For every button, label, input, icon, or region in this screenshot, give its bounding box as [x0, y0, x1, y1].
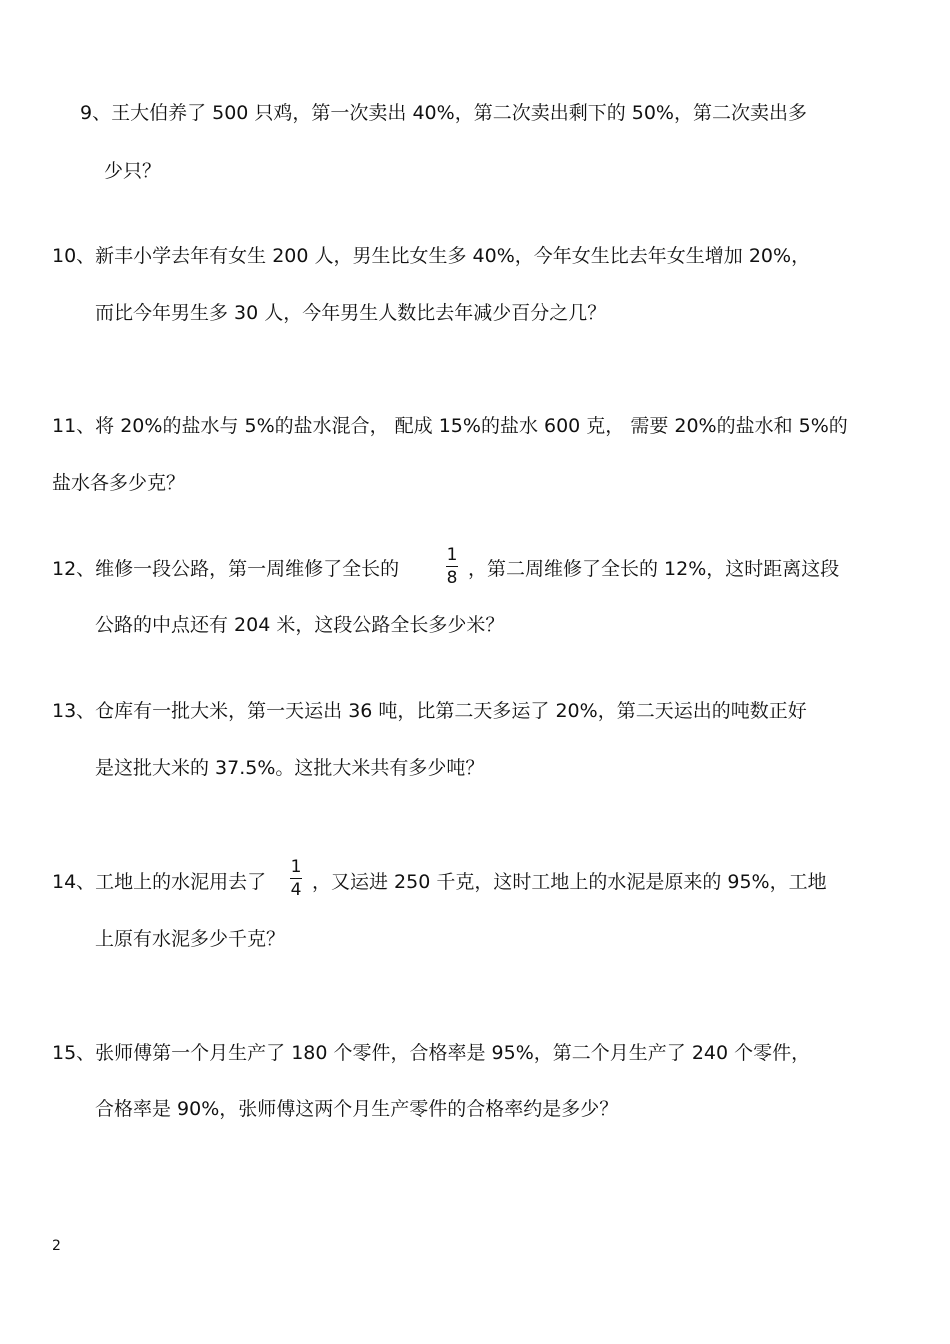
fraction-denominator: 4 [290, 880, 302, 900]
problem-15-line-2: 合格率是 90%，张师傅这两个月生产零件的合格率约是多少？ [95, 1098, 619, 1120]
fraction-numerator: 1 [446, 545, 458, 565]
fraction-denominator: 8 [446, 568, 458, 588]
problem-14-line-2: 上原有水泥多少千克？ [95, 928, 286, 950]
problem-13-line-1: 13、仓库有一批大米，第一天运出 36 吨，比第二天多运了 20%，第二天运出的吨数正好 [52, 700, 807, 722]
fraction-bar [446, 566, 458, 567]
problem-11-line-2: 盐水各多少克？ [52, 472, 186, 494]
problem-12-line-1a: 12、维修一段公路，第一周维修了全长的 [52, 558, 400, 580]
problem-10-line-2: 而比今年男生多 30 人，今年男生人数比去年减少百分之几？ [95, 302, 607, 324]
problem-12-line-2: 公路的中点还有 204 米，这段公路全长多少米？ [95, 614, 505, 636]
fraction-bar [290, 878, 302, 879]
problem-10-line-1: 10、新丰小学去年有女生 200 人，男生比女生多 40%，今年女生比去年女生增加 20%， [52, 245, 811, 267]
problem-13-line-2: 是这批大米的 37.5%。这批大米共有多少吨？ [95, 757, 485, 779]
problem-14-line-1b: ，又运进 250 千克，这时工地上的水泥是原来的 95%，工地 [312, 871, 827, 893]
page-number: 2 [52, 1238, 61, 1254]
problem-12-line-1b: ，第二周维修了全长的 12%，这时距离这段 [468, 558, 840, 580]
problem-11-line-1: 11、将 20%的盐水与 5%的盐水混合， 配成 15%的盐水 600 克， 需要 20%的盐水和 5%的 [52, 415, 848, 437]
problem-9-line-1: 9、王大伯养了 500 只鸡，第一次卖出 40%，第二次卖出剩下的 50%，第二次卖出多 [80, 102, 807, 124]
problem-9-line-2: 少只？ [104, 160, 162, 182]
problem-14-line-1a: 14、工地上的水泥用去了 [52, 871, 267, 893]
fraction-one-eighth [444, 546, 460, 587]
fraction-one-quarter [288, 858, 304, 899]
fraction-numerator: 1 [290, 857, 302, 877]
problem-15-line-1: 15、张师傅第一个月生产了 180 个零件，合格率是 95%，第二个月生产了 240 个零件， [52, 1042, 811, 1064]
